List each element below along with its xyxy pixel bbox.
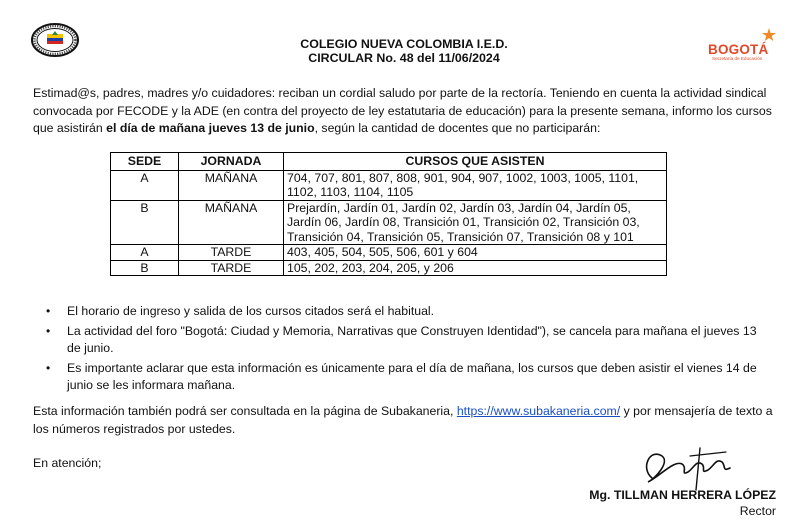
table-row: [111, 170, 667, 200]
footer-paragraph: [33, 403, 781, 438]
signer-role: Rector: [739, 504, 776, 518]
cell-sede: B: [111, 200, 179, 245]
header-jornada: JORNADA: [179, 153, 284, 171]
notes-list: [33, 303, 773, 397]
table-row: [111, 200, 667, 245]
list-item: • Es importante aclarar que esta información es únicamente para el día de mañana, los cursos que deben asistir el vienes 14 de junio se les informara mañana.: [33, 360, 773, 394]
intro-paragraph: [33, 85, 781, 138]
cell-cursos: 704, 707, 801, 807, 808, 901, 904, 907, 1002, 1003, 1005, 1101, 1102, 1103, 1104, 1105: [284, 170, 667, 200]
logo-subtitle: Secretaría de Educación: [712, 56, 763, 61]
signer-name: Mg. TILLMAN HERRERA LÓPEZ: [589, 488, 776, 502]
list-item: • El horario de ingreso y salida de los cursos citados será el habitual.: [33, 303, 773, 320]
header-sede: SEDE: [111, 153, 179, 171]
cell-jornada: TARDE: [179, 245, 284, 261]
cell-sede: A: [111, 245, 179, 261]
cell-sede: A: [111, 170, 179, 200]
cell-cursos: 403, 405, 504, 505, 506, 601 y 604: [284, 245, 667, 261]
closing-text: En atención;: [33, 456, 102, 470]
logo-wordmark: BOGOTÁ: [708, 42, 769, 57]
intro-text: Estimad@s, padres, madres y/o cuidadores: reciban un cordial saludo por parte de la rectoría. Teniendo en cuenta la actividad sindical convocada por FECODE y la ADE (en contra del proyecto de ley estatutaria de educación) para la presente semana, informo los cursos que asistirán: [33, 86, 772, 135]
intro-text-end: , según la cantidad de docentes que no participarán:: [314, 121, 601, 135]
intro-highlight: el día de mañana jueves 13 de junio: [106, 121, 315, 135]
handwritten-signature: [630, 438, 750, 493]
cell-cursos: 105, 202, 203, 204, 205, y 206: [284, 260, 667, 276]
table-row: [111, 245, 667, 261]
table-row: [111, 260, 667, 276]
footer-text-end: y por mensajería de texto a los números registrados por ustedes.: [33, 404, 773, 436]
website-link[interactable]: https://www.subakaneria.com/: [456, 404, 621, 418]
cell-jornada: MAÑANA: [179, 170, 284, 200]
footer-text: Esta información también podrá ser consultada en la página de Subakaneria,: [33, 404, 457, 418]
list-item: • La actividad del foro "Bogotá: Ciudad y Memoria, Narrativas que Construyen Identidad"), se cancela para mañana el jueves 13 de junio.: [33, 323, 773, 357]
circular-title: CIRCULAR No. 48 del 11/06/2024: [308, 51, 500, 65]
courses-table: [110, 152, 667, 276]
table-header-row: [111, 153, 667, 171]
school-name: COLEGIO NUEVA COLOMBIA I.E.D.: [300, 37, 508, 51]
header-cursos: CURSOS QUE ASISTEN: [284, 153, 667, 171]
cell-jornada: MAÑANA: [179, 200, 284, 245]
cell-cursos: Prejardín, Jardín 01, Jardín 02, Jardín 03, Jardín 04, Jardín 05, Jardín 06, Jardín 08, Transición 01, Transición 02, Transición 03, Transición 04, Transición 05, Transición 07, Transición 08 y 101: [284, 200, 667, 245]
cell-sede: B: [111, 260, 179, 276]
cell-jornada: TARDE: [179, 260, 284, 276]
